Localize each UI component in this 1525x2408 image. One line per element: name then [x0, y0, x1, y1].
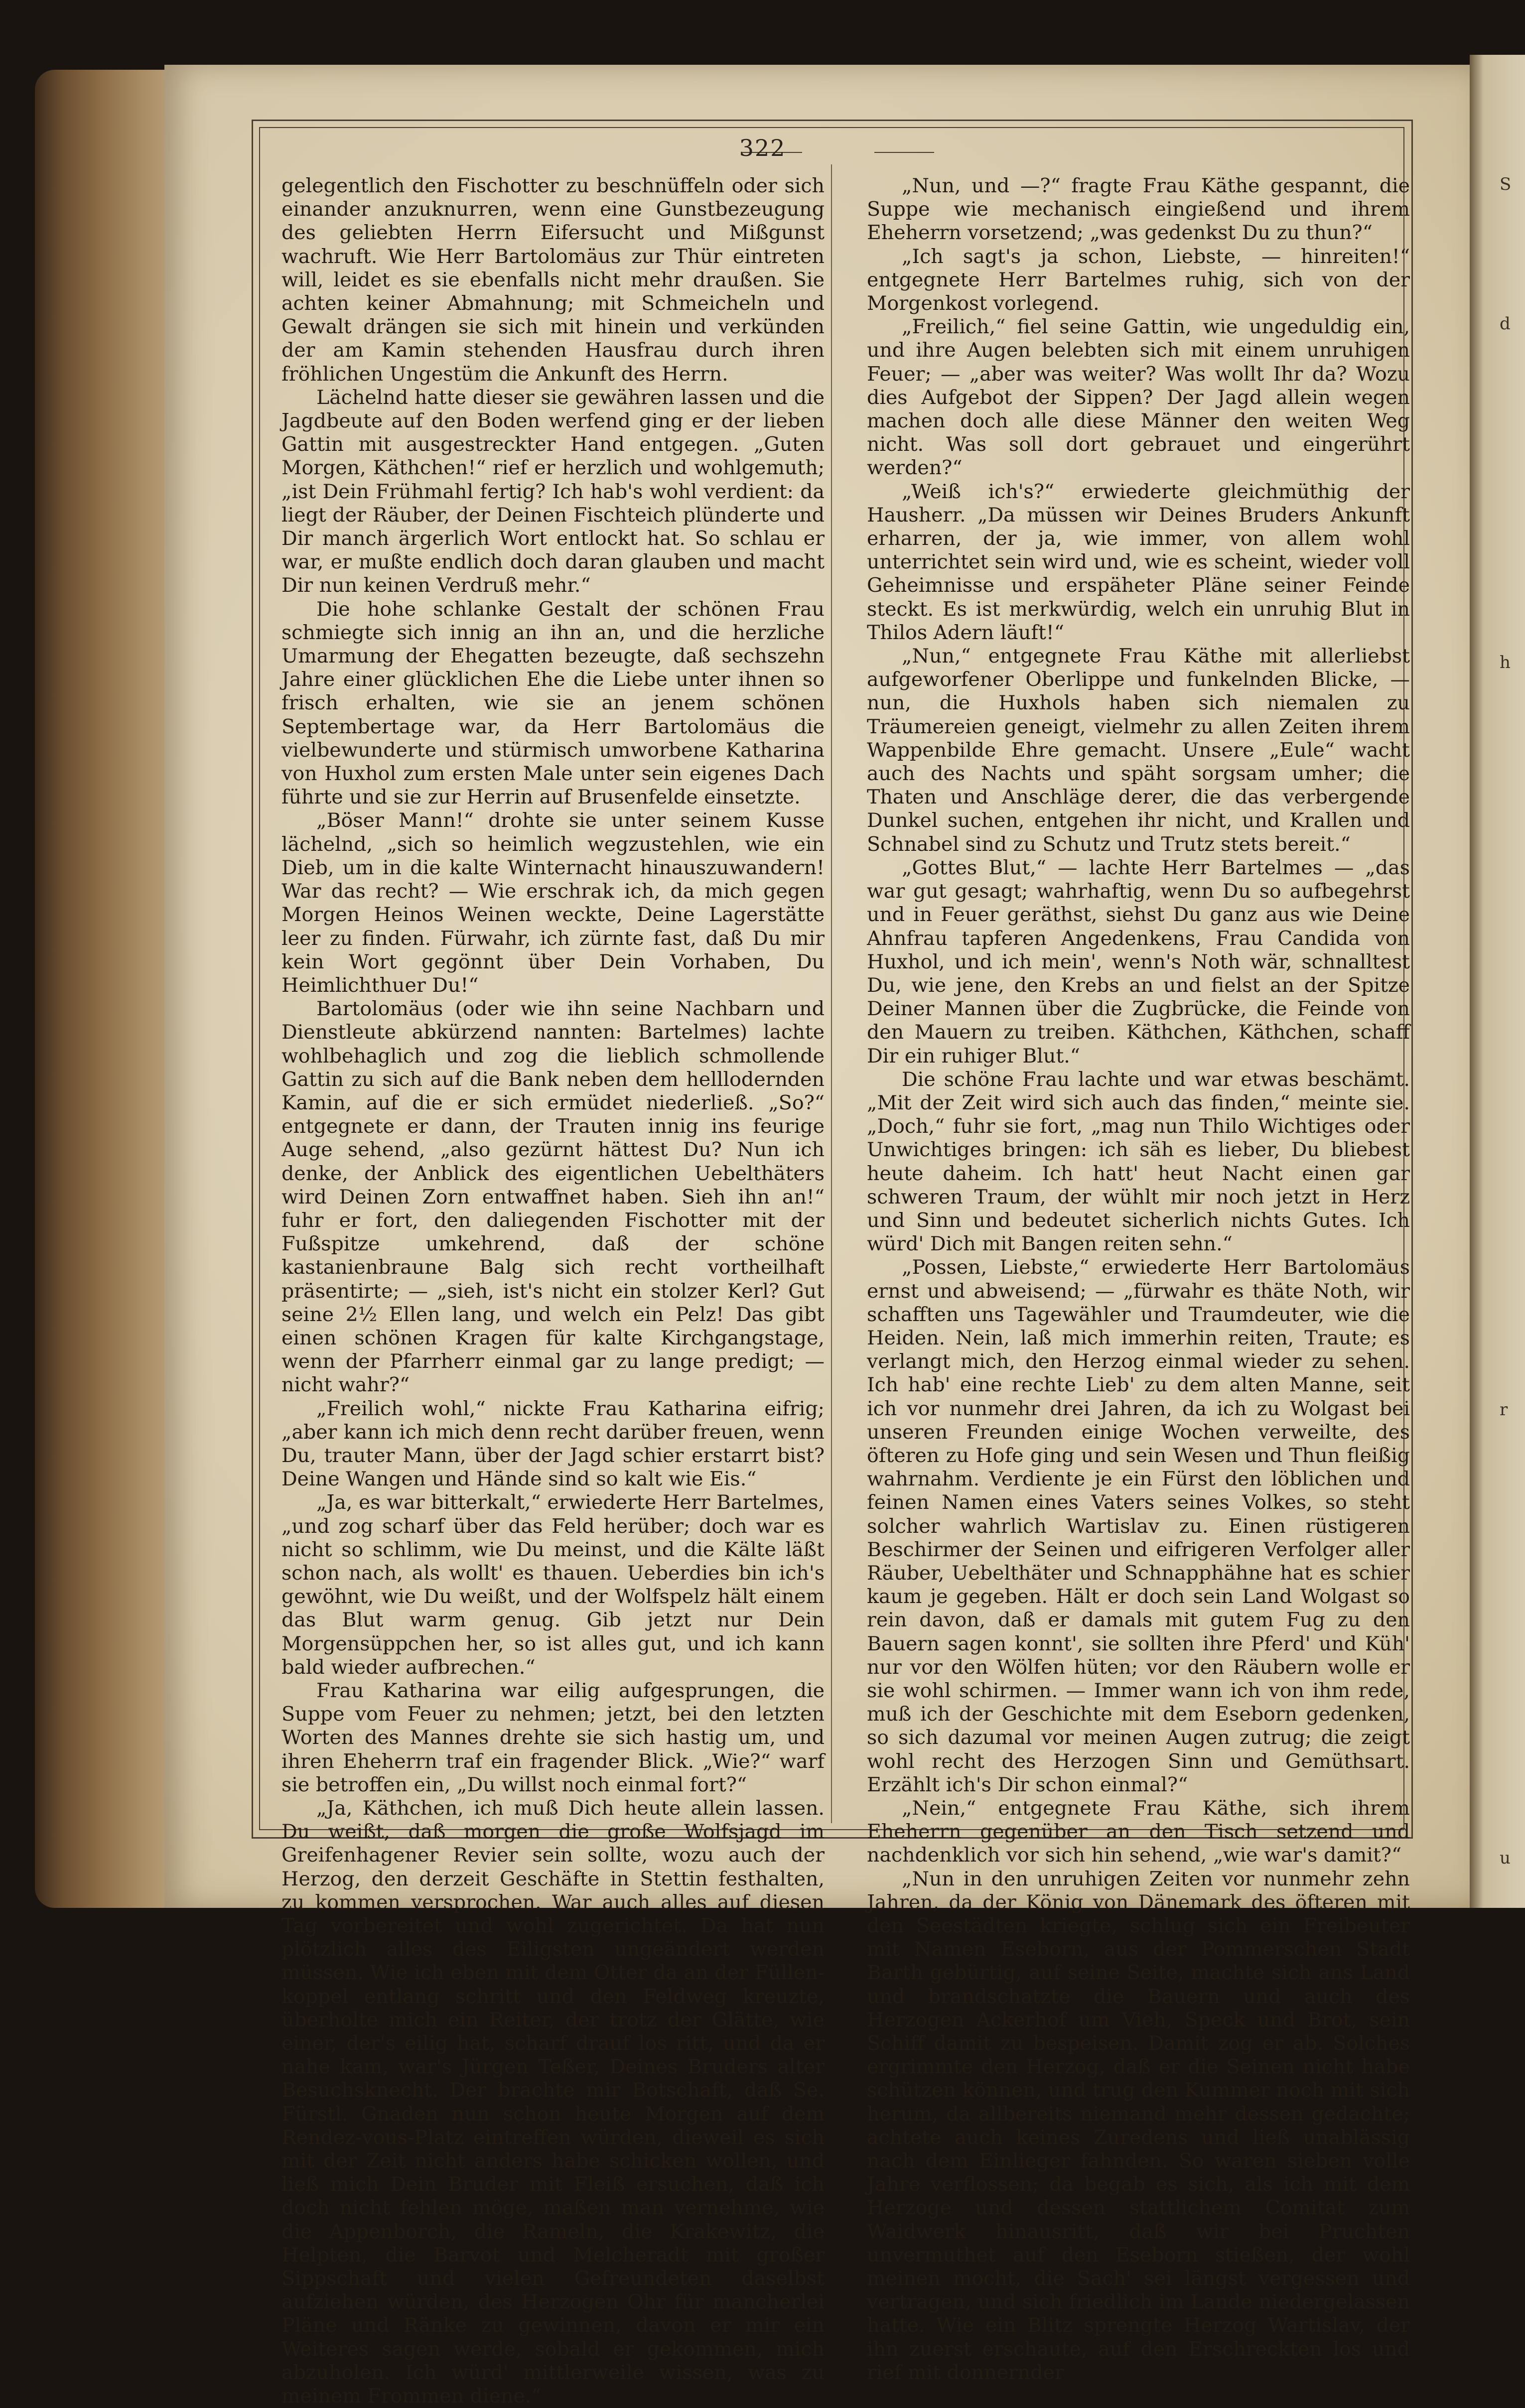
paragraph: „Freilich,“ fiel seine Gattin, wie ungeduldig ein, und ihre Augen belebten sich mit einem unruhigen Feuer; — „aber was weiter? Was wollt Ihr da? Wozu dies Aufgebot der Sippen? Der Jagd allein wegen machen doch alle diese Männer den weiten Weg nicht. Was soll dort gebrauet und eingerührt werden?“: [867, 315, 1410, 480]
left-column: [281, 174, 825, 2408]
right-column: [867, 174, 1410, 2385]
paragraph: Frau Katharina war eilig aufgesprungen, die Suppe vom Feuer zu nehmen; jetzt, bei den letzten Worten des Mannes drehte sie sich hastig um, und ihren Eheherrn traf ein fragender Blick. „Wie?“ warf sie betroffen ein, „Du willst noch einmal fort?“: [281, 1679, 825, 1796]
page-number-rule-right: [874, 152, 934, 153]
paragraph: „Ja, Käthchen, ich muß Dich heute allein lassen. Du weißt, daß morgen die große Wolfsjagd im Greifenhagener Revier sein sollte, wozu auch der Herzog, den derzeit Geschäfte in Stettin festhalten, zu kommen versprochen. War auch alles auf diesen Tag vorbereitet und wohl zugerichtet. Da hat nun plötzlich alles des Eiligsten ungeändert werden müssen. Wie ich eben mit dem Otter da an der Füllenkoppel entlang schritt und den Feldweg kreuzte, überholte mich ein Reiter, der trotz der Glätte, wie einer, der's eilig hat, scharf drauf los ritt, und da er nahe kam, war's Jürgen Teßer, Deines Bruders alter Besuchsknecht. Der brachte mir Botschaft, daß Se. Fürstl. Gnaden nun schon heute Morgen auf dem Rendez-vous-Platz eintreffen würden, dieweil es sich mit der Zeit nicht anders habe schicken wollen, und ließ mich Dein Bruder mit Fleiß ersuchen, daß ich doch nicht fehlen möge, maßen man vernehme, wie die Appenborch, die Rameln, die Krakewitz, die Helpten, die Barvot und Melcheradt mit großer Sippschaft und vielen Gefreundeten daselbst aufziehen würden, des Herzogen Ohr für mancherlei Pläne und Ränke zu gewinnen, davon er mir ein Weiteres sagen werde, sobald er gekommen, mich abzuholen. Ich würd' mittlerweile wissen, was zu meinem Frommen diene.“: [281, 1797, 825, 2408]
paragraph: „Nun,“ entgegnete Frau Käthe mit allerliebst aufgeworfener Oberlippe und funkelnden Blicke, — nun, die Huxhols haben sich niemalen zu Träumereien geneigt, vielmehr zu allen Zeiten ihrem Wappenbilde Ehre gemacht. Unsere „Eule“ wacht auch des Nachts und späht sorgsam umher; die Thaten und Anschläge derer, die das verbergende Dunkel suchen, entgehen ihr nicht, und Krallen und Schnabel sind zu Schutz und Trutz stets bereit.“: [867, 645, 1410, 856]
paragraph: „Nun in den unruhigen Zeiten vor nunmehr zehn Jahren, da der König von Dänemark des öfteren mit den Seestädten kriegte, schlug sich ein Freibeuter mit Namen Eseborn, aus der Pommerschen Stadt Barth gebürtig, auf seine Seite, machte sich ans Land und brandschatzte die Bauern und auch des Herzogen Ackerhof um Vieh, Speck und Brot, sein Schiff damit zu bespeisen. Damit zog er ab. Solches ergrimmte den Herzog, daß er die Seinen nicht habe schützen können, und trug den Kummer noch mit sich herum, da allbereits niemand mehr dessen gedachte; achtete auch keines Zuredens und ließ unablässig nach dem Einlieger fahnden. So waren sieben volle Jahre verflossen; da begab es sich, als ich mit dem Herzoge und dessen stattlichem Comitat zum Waidwerk hinausritt, daß wir bei Pruchten unvermuthet auf den Eseborn stießen, der wohl meinen mocht, die Sach' sei längst vergessen und vertragen, und sich friedlich im Lande niedergelassen hatte. Wie ein Blitz sprengte Herzog Wartislav, der ihn zuerst erschaute, auf den Erschreckten los und rief mit donnernder: [867, 1867, 1410, 2384]
paragraph: gelegentlich den Fischotter zu beschnüffeln oder sich einander anzuknurren, wenn eine Gunstbezeugung des geliebten Herrn Eifersucht und Mißgunst wachruft. Wie Herr Bartolomäus zur Thür eintreten will, leidet es sie ebenfalls nicht mehr draußen. Sie achten keiner Abmahnung; mit Schmeicheln und Gewalt drängen sie sich mit hinein und verkünden der am Kamin stehenden Hausfrau durch ihren fröhlichen Ungestüm die Ankunft des Herrn.: [281, 174, 825, 386]
book-edge: [35, 70, 174, 1908]
facing-page-fragment: u: [1500, 1848, 1511, 1868]
column-divider: [831, 164, 832, 1823]
paragraph: „Gottes Blut,“ — lachte Herr Bartelmes — „das war gut gesagt; wahrhaftig, wenn Du so aufbegehrst und in Feuer geräthst, siehst Du ganz aus wie Deine Ahnfrau tapferen Angedenkens, Frau Candida von Huxhol, und ich mein', wenn's Noth wär, schnalltest Du, wie jene, den Krebs an und fielst an der Spitze Deiner Mannen über die Zugbrücke, die Feinde von den Mauern zu treiben. Käthchen, Käthchen, schaff Dir ein ruhiger Blut.“: [867, 856, 1410, 1068]
paragraph: Die schöne Frau lachte und war etwas beschämt. „Mit der Zeit wird sich auch das finden,“ meinte sie. „Doch,“ fuhr sie fort, „mag nun Thilo Wichtiges oder Unwichtiges bringen: ich säh es lieber, Du bliebest heute daheim. Ich hatt' heut Nacht einen gar schweren Traum, der wühlt mir noch jetzt in Herz und Sinn und bedeutet sicherlich nichts Gutes. Ich würd' Dich mit Bangen reiten sehn.“: [867, 1068, 1410, 1256]
facing-page-edge: [1470, 55, 1525, 1908]
facing-page-fragment: h: [1500, 653, 1511, 672]
paragraph: „Ja, es war bitterkalt,“ erwiederte Herr Bartelmes, „und zog scharf über das Feld herüber; doch war es nicht so schlimm, wie Du meinst, und die Kälte läßt schon nach, als wollt' es thauen. Ueberdies bin ich's gewöhnt, wie Du weißt, und der Wolfspelz hält einem das Blut warm genug. Gib jetzt nur Dein Morgensüppchen her, so ist alles gut, und ich kann bald wieder aufbrechen.“: [281, 1491, 825, 1679]
paragraph: „Weiß ich's?“ erwiederte gleichmüthig der Hausherr. „Da müssen wir Deines Bruders Ankunft erharren, der ja, wie immer, von allem wohl unterrichtet sein wird und, wie es scheint, wieder voll Geheimnisse und erspäheter Pläne seiner Feinde steckt. Es ist merkwürdig, welch ein unruhig Blut in Thilos Adern läuft!“: [867, 480, 1410, 644]
paragraph: „Possen, Liebste,“ erwiederte Herr Bartolomäus ernst und abweisend; — „fürwahr es thäte Noth, wir schafften uns Tagewähler und Traumdeuter, wie die Heiden. Nein, laß mich immerhin reiten, Traute; es verlangt mich, den Herzog einmal wieder zu sehen. Ich hab' eine rechte Lieb' zu dem alten Manne, seit ich vor nunmehr drei Jahren, da ich zu Wolgast bei unseren Freunden einige Wochen verweilte, des öfteren zu Hofe ging und sein Wesen und Thun fleißig wahrnahm. Verdiente je ein Fürst den löblichen und feinen Namen eines Vaters seines Volkes, so steht solcher wahrlich Wartislav zu. Einen rüstigeren Beschirmer der Seinen und eifrigeren Verfolger aller Räuber, Uebelthäter und Schnapphähne hat es schier kaum je gegeben. Hält er doch sein Land Wolgast so rein davon, daß er damals mit gutem Fug zu den Bauern sagen konnt', sie sollten ihre Pferd' und Küh' nur vor den Wölfen hüten; vor den Räubern wolle er sie wohl schirmen. — Immer wann ich von ihm rede, muß ich der Geschichte mit dem Eseborn gedenken, so sich dazumal vor meinen Augen zutrug; die zeigt wohl recht des Herzogen Sinn und Gemüthsart. Erzählt ich's Dir schon einmal?“: [867, 1256, 1410, 1796]
facing-page-fragment: r: [1500, 1400, 1508, 1420]
paragraph: „Freilich wohl,“ nickte Frau Katharina eifrig; „aber kann ich mich denn recht darüber freuen, wenn Du, trauter Mann, über der Jagd schier erstarrt bist? Deine Wangen und Hände sind so kalt wie Eis.“: [281, 1397, 825, 1491]
page-number: 322: [739, 134, 786, 161]
paragraph: Die hohe schlanke Gestalt der schönen Frau schmiegte sich innig an ihn an, und die herzliche Umarmung der Ehegatten bezeugte, daß sechszehn Jahre einer glücklichen Ehe die Liebe unter ihnen so frisch erhalten, wie sie an jenem schönen Septembertage war, da Herr Bartolomäus die vielbewunderte und stürmisch umworbene Katharina von Huxhol zum ersten Male unter sein eigenes Dach führte und sie zur Herrin auf Brusenfelde einsetzte.: [281, 597, 825, 809]
facing-page-fragment: d: [1500, 314, 1511, 334]
paragraph: Bartolomäus (oder wie ihn seine Nachbarn und Dienstleute abkürzend nannten: Bartelmes) lachte wohlbehaglich und zog die lieblich schmollende Gattin zu sich auf die Bank neben dem helllodernden Kamin, auf die er sich ermüdet niederließ. „So?“ entgegnete er dann, der Trauten innig ins feurige Auge sehend, „also gezürnt hättest Du? Nun ich denke, der Anblick des eigentlichen Uebelthäters wird Deinen Zorn entwaffnet haben. Sieh ihn an!“ fuhr er fort, den daliegenden Fischotter mit der Fußspitze umkehrend, daß der schöne kastanienbraune Balg sich recht vortheilhaft präsentirte; — „sieh, ist's nicht ein stolzer Kerl? Gut seine 2½ Ellen lang, und welch ein Pelz! Das gibt einen schönen Kragen für kalte Kirchgangstage, wenn der Pfarrherr einmal gar zu lange predigt; — nicht wahr?“: [281, 997, 825, 1397]
paragraph: „Nun, und —?“ fragte Frau Käthe gespannt, die Suppe wie mechanisch eingießend und ihrem Eheherrn vorsetzend; „was gedenkst Du zu thun?“: [867, 174, 1410, 245]
paragraph: „Nein,“ entgegnete Frau Käthe, sich ihrem Eheherrn gegenüber an den Tisch setzend und nachdenklich vor sich hin sehend, „wie war's damit?“: [867, 1797, 1410, 1867]
facing-page-fragment: S: [1500, 174, 1512, 194]
paragraph: „Böser Mann!“ drohte sie unter seinem Kusse lächelnd, „sich so heimlich wegzustehlen, wie ein Dieb, um in die kalte Winternacht hinauszuwandern! War das recht? — Wie erschrak ich, da mich gegen Morgen Heinos Weinen weckte, Deine Lagerstätte leer zu finden. Fürwahr, ich zürnte fast, daß Du mir kein Wort gegönnt über Dein Vorhaben, Du Heimlichthuer Du!“: [281, 809, 825, 997]
paragraph: „Ich sagt's ja schon, Liebste, — hinreiten!“ entgegnete Herr Bartelmes ruhig, sich von der Morgenkost vorlegend.: [867, 245, 1410, 315]
paragraph: Lächelnd hatte dieser sie gewähren lassen und die Jagdbeute auf den Boden werfend ging er der lieben Gattin mit ausgestreckter Hand entgegen. „Guten Morgen, Käthchen!“ rief er herzlich und wohlgemuth; „ist Dein Frühmahl fertig? Ich hab's wohl verdient: da liegt der Räuber, der Deinen Fischteich plünderte und Dir manch ärgerlich Wort entlockt hat. So schlau er war, er mußte endlich doch daran glauben und macht Dir nun keinen Verdruß mehr.“: [281, 386, 825, 597]
